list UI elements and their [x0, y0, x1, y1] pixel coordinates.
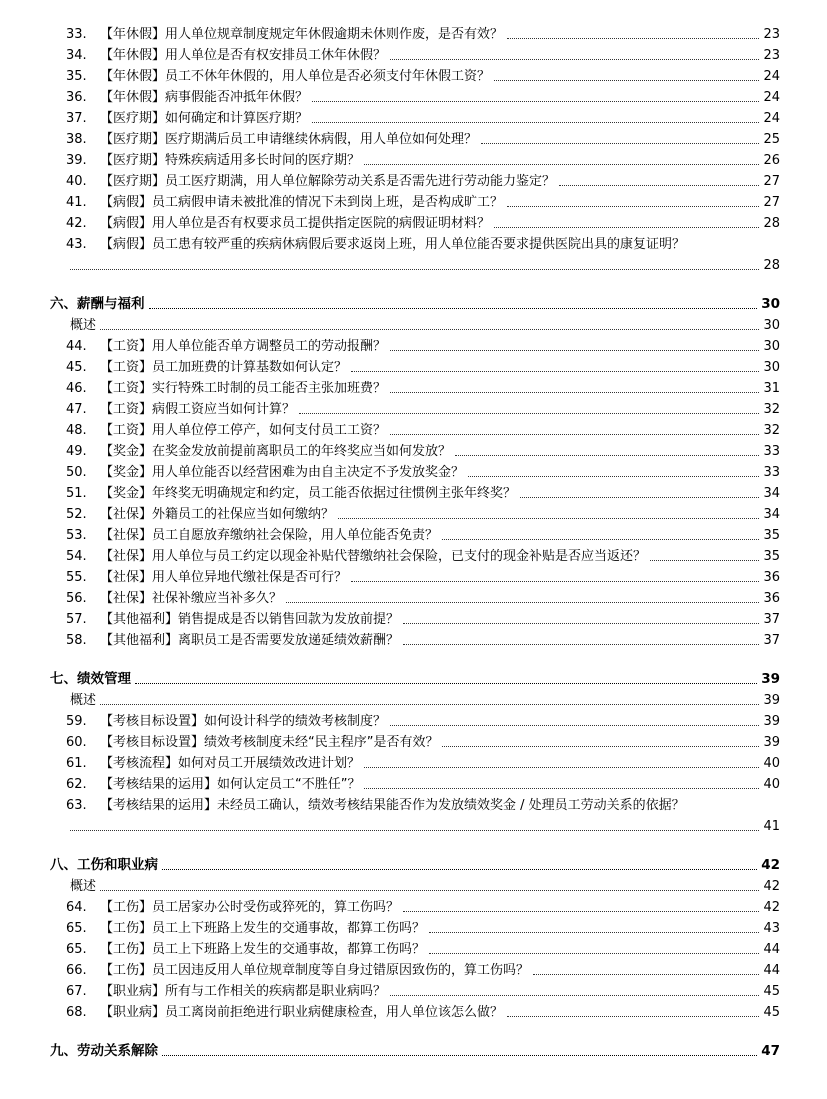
- page-number: 35: [763, 528, 780, 543]
- toc-entry[interactable]: [0, 43, 827, 64]
- toc-entry[interactable]: [0, 481, 827, 502]
- entry-title: 【工伤】员工上下班路上发生的交通事故，都算工伤吗？: [100, 921, 426, 936]
- entry-title: 【病假】员工病假申请未被批准的情况下未到岗上班，是否构成旷工？: [100, 195, 504, 210]
- entry-number: 43.: [66, 237, 87, 252]
- toc-entry[interactable]: [0, 979, 827, 1000]
- entry-title: 【工资】员工加班费的计算基数如何认定？: [100, 360, 348, 375]
- entry-number: 64.: [66, 900, 87, 915]
- dot-leader: [100, 704, 759, 705]
- entry-title: 【职业病】所有与工作相关的疾病都是职业病吗？: [100, 984, 387, 999]
- toc-overview-entry[interactable]: [0, 874, 827, 895]
- entry-number: 66.: [66, 963, 87, 978]
- dot-leader: [390, 350, 759, 351]
- toc-entry[interactable]: [0, 916, 827, 937]
- page-number: 45: [763, 984, 780, 999]
- dot-leader: [351, 581, 759, 582]
- page-number: 30: [763, 360, 780, 375]
- entry-number: 65.: [66, 921, 87, 936]
- entry-title: 【年休假】用人单位是否有权安排员工休年休假？: [100, 48, 387, 63]
- page-number: 36: [763, 591, 780, 606]
- page-number: 39: [763, 714, 780, 729]
- entry-title: 【年休假】病事假能否冲抵年休假？: [100, 90, 309, 105]
- toc-entry[interactable]: [0, 397, 827, 418]
- toc-entry[interactable]: [0, 751, 827, 772]
- dot-leader: [162, 869, 757, 870]
- toc-entry[interactable]: [0, 418, 827, 439]
- entry-number: 42.: [66, 216, 87, 231]
- entry-title: 【年休假】员工不休年休假的，用人单位是否必须支付年休假工资？: [100, 69, 491, 84]
- toc-entry[interactable]: [0, 772, 827, 793]
- entry-title: 【工伤】员工上下班路上发生的交通事故，都算工伤吗？: [100, 942, 426, 957]
- toc-entry[interactable]: [0, 709, 827, 730]
- page-number: 36: [763, 570, 780, 585]
- entry-title: 【医疗期】如何确定和计算医疗期？: [100, 111, 309, 126]
- entry-number: 63.: [66, 798, 87, 813]
- page-number: 28: [763, 216, 780, 231]
- page-number: 27: [763, 174, 780, 189]
- entry-number: 45.: [66, 360, 87, 375]
- entry-number: 57.: [66, 612, 87, 627]
- page-number: 32: [763, 402, 780, 417]
- toc-entry[interactable]: [0, 565, 827, 586]
- entry-title: 【社保】用人单位异地代缴社保是否可行？: [100, 570, 348, 585]
- dot-leader: [338, 518, 759, 519]
- page-number: 32: [763, 423, 780, 438]
- toc-entry[interactable]: [0, 1000, 827, 1021]
- dot-leader: [299, 413, 759, 414]
- toc-section-heading[interactable]: [0, 292, 827, 313]
- dot-leader: [533, 974, 759, 975]
- page-number: 25: [763, 132, 780, 147]
- entry-title: 【工资】用人单位停工停产，如何支付员工工资？: [100, 423, 387, 438]
- page-number: 42: [761, 857, 780, 873]
- dot-leader: [403, 911, 759, 912]
- toc-entry[interactable]: [0, 22, 827, 43]
- toc-overview-entry[interactable]: [0, 313, 827, 334]
- entry-number: 44.: [66, 339, 87, 354]
- toc-entry-continuation[interactable]: [0, 253, 827, 274]
- entry-number: 68.: [66, 1005, 87, 1020]
- page-number: 47: [761, 1043, 780, 1059]
- dot-leader: [429, 932, 759, 933]
- entry-title: 【其他福利】销售提成是否以销售回款为发放前提？: [100, 612, 400, 627]
- dot-leader: [507, 1016, 759, 1017]
- entry-title: 【社保】员工自愿放弃缴纳社会保险，用人单位能否免责？: [100, 528, 439, 543]
- dot-leader: [351, 371, 759, 372]
- dot-leader: [364, 164, 759, 165]
- toc-entry[interactable]: [0, 211, 827, 232]
- entry-number: 38.: [66, 132, 87, 147]
- entry-number: 33.: [66, 27, 87, 42]
- dot-leader: [100, 890, 759, 891]
- entry-number: 59.: [66, 714, 87, 729]
- toc-entry[interactable]: [0, 232, 827, 253]
- dot-leader: [650, 560, 759, 561]
- entry-title: 【医疗期】员工医疗期满，用人单位解除劳动关系是否需先进行劳动能力鉴定？: [100, 174, 556, 189]
- dot-leader: [507, 38, 759, 39]
- entry-title: 概述: [70, 318, 97, 333]
- entry-number: 51.: [66, 486, 87, 501]
- section-title: 六、薪酬与福利: [50, 296, 145, 312]
- entry-number: 40.: [66, 174, 87, 189]
- section-title: 七、绩效管理: [50, 671, 131, 687]
- entry-title: 概述: [70, 879, 97, 894]
- page-number: 35: [763, 549, 780, 564]
- page-number: 30: [761, 296, 780, 312]
- page-number: 34: [763, 507, 780, 522]
- dot-leader: [403, 644, 759, 645]
- entry-title: 【考核结果的运用】如何认定员工“不胜任”？: [100, 777, 361, 792]
- page-number: 40: [763, 756, 780, 771]
- section-title: 八、工伤和职业病: [50, 857, 158, 873]
- toc-entry[interactable]: [0, 937, 827, 958]
- toc-entry[interactable]: [0, 544, 827, 565]
- page-number: 33: [763, 465, 780, 480]
- dot-leader: [390, 995, 759, 996]
- page-number: 23: [763, 27, 780, 42]
- entry-title: 【医疗期】特殊疾病适用多长时间的医疗期？: [100, 153, 361, 168]
- dot-leader: [520, 497, 759, 498]
- dot-leader: [162, 1055, 757, 1056]
- entry-number: 62.: [66, 777, 87, 792]
- dot-leader: [390, 725, 759, 726]
- dot-leader: [364, 767, 759, 768]
- entry-title: 【考核结果的运用】未经员工确认，绩效考核结果能否作为发放绩效奖金 / 处理员工劳动关系的依据？: [100, 798, 685, 813]
- page-number: 37: [763, 633, 780, 648]
- dot-leader: [70, 269, 759, 270]
- entry-number: 41.: [66, 195, 87, 210]
- entry-title: 【奖金】在奖金发放前提前离职员工的年终奖应当如何发放？: [100, 444, 452, 459]
- dot-leader: [403, 623, 759, 624]
- toc-entry[interactable]: [0, 895, 827, 916]
- entry-number: 52.: [66, 507, 87, 522]
- dot-leader: [390, 59, 759, 60]
- entry-number: 36.: [66, 90, 87, 105]
- entry-number: 46.: [66, 381, 87, 396]
- page-number: 41: [763, 819, 780, 834]
- page-number: 27: [763, 195, 780, 210]
- page-number: 33: [763, 444, 780, 459]
- toc-entry[interactable]: [0, 523, 827, 544]
- toc-entry[interactable]: [0, 190, 827, 211]
- toc-entry[interactable]: [0, 502, 827, 523]
- toc-entry[interactable]: [0, 355, 827, 376]
- toc-section-heading[interactable]: [0, 853, 827, 874]
- page-number: 39: [761, 671, 780, 687]
- entry-title: 【社保】用人单位与员工约定以现金补贴代替缴纳社会保险，已支付的现金补贴是否应当返还？: [100, 549, 647, 564]
- toc-entry[interactable]: [0, 730, 827, 751]
- toc-entry[interactable]: [0, 85, 827, 106]
- dot-leader: [100, 329, 759, 330]
- dot-leader: [390, 392, 759, 393]
- toc-section-heading[interactable]: [0, 1039, 827, 1060]
- entry-title: 【工资】实行特殊工时制的员工能否主张加班费？: [100, 381, 387, 396]
- entry-title: 【年休假】用人单位规章制度规定年休假逾期未休则作废，是否有效？: [100, 27, 504, 42]
- page-number: 28: [763, 258, 780, 273]
- entry-number: 67.: [66, 984, 87, 999]
- entry-number: 61.: [66, 756, 87, 771]
- entry-title: 【职业病】员工离岗前拒绝进行职业病健康检查，用人单位该怎么做？: [100, 1005, 504, 1020]
- dot-leader: [507, 206, 759, 207]
- toc-entry[interactable]: [0, 460, 827, 481]
- page-number: 39: [763, 693, 780, 708]
- toc-entry[interactable]: [0, 169, 827, 190]
- dot-leader: [559, 185, 759, 186]
- entry-number: 54.: [66, 549, 87, 564]
- page-number: 24: [763, 69, 780, 84]
- entry-title: 【工资】病假工资应当如何计算？: [100, 402, 296, 417]
- page-number: 31: [763, 381, 780, 396]
- toc-entry[interactable]: [0, 586, 827, 607]
- page-number: 30: [763, 339, 780, 354]
- toc-entry[interactable]: [0, 439, 827, 460]
- dot-leader: [442, 539, 759, 540]
- dot-leader: [364, 788, 759, 789]
- dot-leader: [481, 143, 759, 144]
- dot-leader: [429, 953, 759, 954]
- entry-title: 【考核流程】如何对员工开展绩效改进计划？: [100, 756, 361, 771]
- entry-number: 49.: [66, 444, 87, 459]
- dot-leader: [494, 227, 759, 228]
- page-number: 39: [763, 735, 780, 750]
- toc-entry[interactable]: [0, 334, 827, 355]
- entry-title: 【奖金】年终奖无明确规定和约定，员工能否依据过往惯例主张年终奖？: [100, 486, 517, 501]
- entry-number: 58.: [66, 633, 87, 648]
- page-number: 44: [763, 942, 780, 957]
- entry-title: 【奖金】用人单位能否以经营困难为由自主决定不予发放奖金？: [100, 465, 465, 480]
- entry-title: 概述: [70, 693, 97, 708]
- entry-title: 【病假】用人单位是否有权要求员工提供指定医院的病假证明材料？: [100, 216, 491, 231]
- entry-title: 【工伤】员工居家办公时受伤或猝死的，算工伤吗？: [100, 900, 400, 915]
- toc-entry[interactable]: [0, 958, 827, 979]
- entry-number: 65.: [66, 942, 87, 957]
- entry-number: 34.: [66, 48, 87, 63]
- page-number: 23: [763, 48, 780, 63]
- entry-number: 55.: [66, 570, 87, 585]
- entry-number: 56.: [66, 591, 87, 606]
- entry-number: 50.: [66, 465, 87, 480]
- dot-leader: [312, 122, 759, 123]
- toc-entry[interactable]: [0, 793, 827, 814]
- dot-leader: [149, 308, 758, 309]
- toc-entry[interactable]: [0, 148, 827, 169]
- toc-entry[interactable]: [0, 106, 827, 127]
- entry-title: 【医疗期】医疗期满后员工申请继续休病假，用人单位如何处理？: [100, 132, 478, 147]
- page-number: 44: [763, 963, 780, 978]
- dot-leader: [286, 602, 759, 603]
- toc-entry-continuation[interactable]: [0, 814, 827, 835]
- toc-entry[interactable]: [0, 376, 827, 397]
- dot-leader: [135, 683, 757, 684]
- entry-number: 47.: [66, 402, 87, 417]
- toc-entry[interactable]: [0, 607, 827, 628]
- page-number: 26: [763, 153, 780, 168]
- entry-number: 35.: [66, 69, 87, 84]
- dot-leader: [70, 830, 759, 831]
- entry-title: 【病假】员工患有较严重的疾病休病假后要求返岗上班，用人单位能否要求提供医院出具的康复证明？: [100, 237, 686, 252]
- page-number: 34: [763, 486, 780, 501]
- toc-entry[interactable]: [0, 127, 827, 148]
- entry-number: 39.: [66, 153, 87, 168]
- entry-number: 60.: [66, 735, 87, 750]
- page-number: 43: [763, 921, 780, 936]
- entry-title: 【社保】外籍员工的社保应当如何缴纳？: [100, 507, 335, 522]
- toc-entry[interactable]: [0, 628, 827, 649]
- entry-number: 48.: [66, 423, 87, 438]
- page-number: 30: [763, 318, 780, 333]
- entry-title: 【考核目标设置】绩效考核制度未经“民主程序”是否有效？: [100, 735, 439, 750]
- page-number: 24: [763, 90, 780, 105]
- dot-leader: [312, 101, 759, 102]
- entry-title: 【其他福利】离职员工是否需要发放递延绩效薪酬？: [100, 633, 400, 648]
- page-number: 37: [763, 612, 780, 627]
- page-number: 42: [763, 879, 780, 894]
- dot-leader: [468, 476, 759, 477]
- entry-number: 37.: [66, 111, 87, 126]
- toc-overview-entry[interactable]: [0, 688, 827, 709]
- dot-leader: [494, 80, 759, 81]
- entry-title: 【社保】社保补缴应当补多久？: [100, 591, 283, 606]
- entry-number: 53.: [66, 528, 87, 543]
- section-title: 九、劳动关系解除: [50, 1043, 158, 1059]
- entry-title: 【工伤】员工因违反用人单位规章制度等自身过错原因致伤的，算工伤吗？: [100, 963, 530, 978]
- toc-section-heading[interactable]: [0, 667, 827, 688]
- page-number: 24: [763, 111, 780, 126]
- entry-title: 【工资】用人单位能否单方调整员工的劳动报酬？: [100, 339, 387, 354]
- page-number: 42: [763, 900, 780, 915]
- toc-entry[interactable]: [0, 64, 827, 85]
- page-number: 45: [763, 1005, 780, 1020]
- dot-leader: [442, 746, 759, 747]
- page-number: 40: [763, 777, 780, 792]
- dot-leader: [455, 455, 759, 456]
- dot-leader: [390, 434, 759, 435]
- entry-title: 【考核目标设置】如何设计科学的绩效考核制度？: [100, 714, 387, 729]
